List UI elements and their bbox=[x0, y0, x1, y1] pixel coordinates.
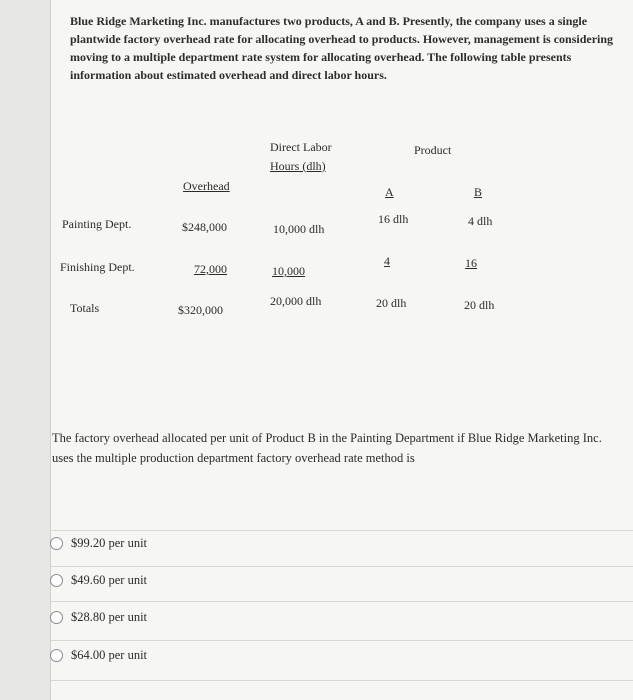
header-hours-dlh: Hours (dlh) bbox=[270, 159, 326, 173]
divider bbox=[50, 566, 633, 567]
answer-option-label: $64.00 per unit bbox=[71, 648, 148, 662]
divider bbox=[50, 601, 633, 602]
answer-option-2[interactable] bbox=[50, 573, 147, 588]
totals-overhead: $320,000 bbox=[178, 303, 223, 317]
totals-dlh: 20,000 dlh bbox=[270, 294, 322, 308]
question-text: The factory overhead allocated per unit of Product B in the Painting Department if Blue Ridge Marketing Inc. uses the multiple production department factory overhead rate method is bbox=[52, 431, 602, 465]
painting-dlh: 10,000 dlh bbox=[273, 222, 325, 236]
header-product: Product bbox=[414, 143, 452, 157]
divider bbox=[50, 530, 633, 531]
finishing-dlh: 10,000 bbox=[272, 264, 305, 278]
painting-overhead: $248,000 bbox=[182, 220, 227, 234]
totals-product-a: 20 dlh bbox=[376, 296, 407, 310]
divider bbox=[50, 640, 633, 641]
radio-button[interactable] bbox=[50, 611, 63, 624]
totals-product-b: 20 dlh bbox=[464, 298, 495, 312]
answer-option-label: $49.60 per unit bbox=[71, 573, 148, 587]
row-label-painting: Painting Dept. bbox=[62, 217, 132, 231]
answer-option-label: $99.20 per unit bbox=[71, 536, 148, 550]
radio-button[interactable] bbox=[50, 574, 63, 587]
header-direct-labor: Direct Labor bbox=[270, 140, 332, 154]
finishing-product-a: 4 bbox=[384, 254, 390, 268]
painting-product-a: 16 dlh bbox=[378, 212, 409, 226]
radio-button[interactable] bbox=[50, 537, 63, 550]
problem-intro-text: Blue Ridge Marketing Inc. manufactures two products, A and B. Presently, the company uses a single plantwide factory overhead rate for allocating overhead to products. However, management is considering moving to a multiple department rate system for allocating overhead. The following table presents information about estimated overhead and direct labor hours. bbox=[70, 14, 614, 82]
finishing-product-b: 16 bbox=[465, 256, 477, 270]
answer-option-4[interactable] bbox=[50, 648, 147, 663]
painting-product-b: 4 dlh bbox=[468, 214, 493, 228]
radio-button[interactable] bbox=[50, 649, 63, 662]
divider bbox=[50, 680, 633, 681]
header-product-a: A bbox=[385, 185, 394, 199]
finishing-overhead: 72,000 bbox=[194, 262, 227, 276]
header-product-b: B bbox=[474, 185, 483, 199]
header-overhead: Overhead bbox=[183, 179, 230, 193]
row-label-finishing: Finishing Dept. bbox=[60, 260, 135, 274]
answer-option-label: $28.80 per unit bbox=[71, 610, 148, 624]
answer-option-3[interactable] bbox=[50, 610, 147, 625]
answer-option-1[interactable] bbox=[50, 536, 147, 551]
row-label-totals: Totals bbox=[70, 301, 100, 315]
question-card bbox=[50, 0, 633, 700]
